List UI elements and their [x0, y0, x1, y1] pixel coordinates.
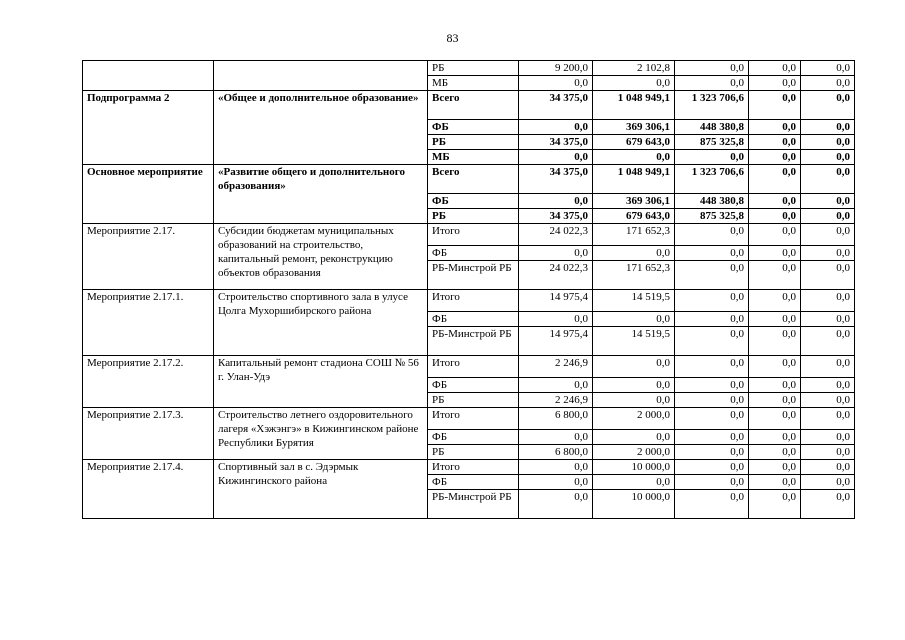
amount-cell: 24 022,3: [519, 261, 593, 290]
amount-cell: 0,0: [801, 327, 855, 356]
amount-cell: 0,0: [801, 408, 855, 430]
amount-cell: 0,0: [675, 445, 749, 460]
program-name-cell: Спортивный зал в с. Эдэрмык Кижингинского района: [214, 460, 428, 519]
amount-cell: 0,0: [801, 430, 855, 445]
amount-cell: 0,0: [749, 246, 801, 261]
amount-cell: 0,0: [801, 91, 855, 120]
amount-cell: 0,0: [749, 150, 801, 165]
program-name-cell: Строительство спортивного зала в улусе Цолга Мухоршибирского района: [214, 290, 428, 356]
amount-cell: 0,0: [675, 356, 749, 378]
amount-cell: 0,0: [593, 312, 675, 327]
program-item-cell: Мероприятие 2.17.3.: [83, 408, 214, 460]
amount-cell: 0,0: [749, 261, 801, 290]
program-item-cell: Мероприятие 2.17.1.: [83, 290, 214, 356]
amount-cell: 0,0: [749, 393, 801, 408]
program-item-cell: Мероприятие 2.17.2.: [83, 356, 214, 408]
amount-cell: 2 246,9: [519, 393, 593, 408]
funding-source-cell: ФБ: [428, 312, 519, 327]
amount-cell: 0,0: [593, 475, 675, 490]
table-row: [83, 290, 855, 312]
amount-cell: 0,0: [519, 490, 593, 519]
amount-cell: 14 519,5: [593, 327, 675, 356]
amount-cell: 34 375,0: [519, 91, 593, 120]
amount-cell: 0,0: [519, 194, 593, 209]
amount-cell: 0,0: [749, 378, 801, 393]
amount-cell: 875 325,8: [675, 209, 749, 224]
amount-cell: 0,0: [519, 378, 593, 393]
amount-cell: 0,0: [675, 312, 749, 327]
amount-cell: 0,0: [593, 246, 675, 261]
amount-cell: 0,0: [593, 430, 675, 445]
amount-cell: 0,0: [801, 460, 855, 475]
amount-cell: 0,0: [749, 91, 801, 120]
funding-source-cell: Итого: [428, 408, 519, 430]
amount-cell: 0,0: [749, 194, 801, 209]
funding-source-cell: РБ: [428, 209, 519, 224]
amount-cell: 0,0: [675, 378, 749, 393]
amount-cell: 0,0: [749, 76, 801, 91]
program-name-cell: Строительство летнего оздоровительного лагеря «Хэжэнгэ» в Кижингинском районе Республики Бурятия: [214, 408, 428, 460]
amount-cell: 875 325,8: [675, 135, 749, 150]
amount-cell: 0,0: [675, 408, 749, 430]
amount-cell: 448 380,8: [675, 120, 749, 135]
amount-cell: 0,0: [749, 290, 801, 312]
amount-cell: 0,0: [801, 378, 855, 393]
funding-source-cell: ФБ: [428, 430, 519, 445]
amount-cell: 0,0: [801, 445, 855, 460]
amount-cell: 0,0: [675, 61, 749, 76]
funding-source-cell: Итого: [428, 356, 519, 378]
table-row: [83, 61, 855, 76]
table-row: [83, 408, 855, 430]
amount-cell: 34 375,0: [519, 209, 593, 224]
amount-cell: 2 000,0: [593, 408, 675, 430]
amount-cell: 0,0: [675, 490, 749, 519]
program-item-cell: Основное мероприятие: [83, 165, 214, 224]
amount-cell: 0,0: [675, 76, 749, 91]
funding-source-cell: РБ-Минстрой РБ: [428, 490, 519, 519]
amount-cell: 0,0: [593, 393, 675, 408]
amount-cell: 171 652,3: [593, 261, 675, 290]
amount-cell: 0,0: [519, 460, 593, 475]
amount-cell: 369 306,1: [593, 194, 675, 209]
amount-cell: 0,0: [749, 165, 801, 194]
amount-cell: 0,0: [749, 61, 801, 76]
amount-cell: 0,0: [749, 430, 801, 445]
amount-cell: 0,0: [749, 460, 801, 475]
amount-cell: 0,0: [801, 209, 855, 224]
amount-cell: 0,0: [801, 150, 855, 165]
funding-source-cell: РБ: [428, 445, 519, 460]
funding-source-cell: Всего: [428, 165, 519, 194]
amount-cell: 0,0: [675, 246, 749, 261]
amount-cell: 0,0: [801, 393, 855, 408]
funding-source-cell: РБ-Минстрой РБ: [428, 261, 519, 290]
amount-cell: 171 652,3: [593, 224, 675, 246]
amount-cell: 0,0: [749, 120, 801, 135]
amount-cell: 0,0: [749, 209, 801, 224]
amount-cell: 0,0: [801, 135, 855, 150]
amount-cell: 0,0: [593, 356, 675, 378]
amount-cell: 0,0: [801, 246, 855, 261]
amount-cell: 6 800,0: [519, 445, 593, 460]
amount-cell: 34 375,0: [519, 135, 593, 150]
amount-cell: 0,0: [519, 312, 593, 327]
amount-cell: 0,0: [519, 430, 593, 445]
amount-cell: 0,0: [749, 408, 801, 430]
amount-cell: 0,0: [519, 76, 593, 91]
page-number: 83: [446, 31, 459, 45]
amount-cell: 0,0: [519, 150, 593, 165]
amount-cell: 0,0: [675, 290, 749, 312]
amount-cell: 0,0: [593, 378, 675, 393]
amount-cell: 0,0: [749, 445, 801, 460]
amount-cell: 0,0: [593, 76, 675, 91]
amount-cell: 369 306,1: [593, 120, 675, 135]
amount-cell: 0,0: [801, 356, 855, 378]
program-item-cell: Мероприятие 2.17.4.: [83, 460, 214, 519]
amount-cell: 2 000,0: [593, 445, 675, 460]
amount-cell: 2 102,8: [593, 61, 675, 76]
amount-cell: 0,0: [519, 475, 593, 490]
amount-cell: 1 323 706,6: [675, 91, 749, 120]
program-name-cell: «Общее и дополнительное образование»: [214, 91, 428, 165]
amount-cell: 1 048 949,1: [593, 165, 675, 194]
funding-source-cell: ФБ: [428, 120, 519, 135]
amount-cell: 6 800,0: [519, 408, 593, 430]
amount-cell: 2 246,9: [519, 356, 593, 378]
amount-cell: 10 000,0: [593, 490, 675, 519]
amount-cell: 24 022,3: [519, 224, 593, 246]
program-name-cell: [214, 61, 428, 91]
amount-cell: 0,0: [749, 475, 801, 490]
amount-cell: 1 048 949,1: [593, 91, 675, 120]
funding-source-cell: РБ: [428, 135, 519, 150]
program-name-cell: Капитальный ремонт стадиона СОШ № 56 г. Улан-Удэ: [214, 356, 428, 408]
table-row: [83, 224, 855, 246]
amount-cell: 10 000,0: [593, 460, 675, 475]
funding-source-cell: РБ: [428, 393, 519, 408]
amount-cell: 34 375,0: [519, 165, 593, 194]
table-row: [83, 356, 855, 378]
amount-cell: 0,0: [675, 430, 749, 445]
table-row: [83, 460, 855, 475]
funding-source-cell: ФБ: [428, 194, 519, 209]
program-name-cell: Субсидии бюджетам муниципальных образований на строительство, капитальный ремонт, реконструкцию объектов образования: [214, 224, 428, 290]
funding-source-cell: Итого: [428, 224, 519, 246]
amount-cell: 0,0: [749, 356, 801, 378]
amount-cell: 0,0: [519, 246, 593, 261]
funding-source-cell: МБ: [428, 150, 519, 165]
amount-cell: 0,0: [675, 393, 749, 408]
amount-cell: 448 380,8: [675, 194, 749, 209]
amount-cell: 679 643,0: [593, 209, 675, 224]
funding-source-cell: РБ-Минстрой РБ: [428, 327, 519, 356]
amount-cell: 0,0: [801, 61, 855, 76]
amount-cell: 14 519,5: [593, 290, 675, 312]
amount-cell: 14 975,4: [519, 327, 593, 356]
program-item-cell: [83, 61, 214, 91]
funding-source-cell: Итого: [428, 460, 519, 475]
amount-cell: 0,0: [801, 76, 855, 91]
amount-cell: 0,0: [675, 327, 749, 356]
amount-cell: 0,0: [675, 150, 749, 165]
table-row: [83, 165, 855, 194]
amount-cell: 0,0: [749, 490, 801, 519]
amount-cell: 0,0: [749, 312, 801, 327]
amount-cell: 0,0: [749, 224, 801, 246]
amount-cell: 0,0: [675, 475, 749, 490]
amount-cell: 0,0: [675, 224, 749, 246]
amount-cell: 0,0: [801, 194, 855, 209]
amount-cell: 0,0: [749, 327, 801, 356]
amount-cell: 0,0: [801, 475, 855, 490]
program-name-cell: «Развитие общего и дополнительного образования»: [214, 165, 428, 224]
amount-cell: 0,0: [801, 290, 855, 312]
amount-cell: 0,0: [675, 261, 749, 290]
amount-cell: 0,0: [519, 120, 593, 135]
amount-cell: 0,0: [749, 135, 801, 150]
amount-cell: 0,0: [801, 120, 855, 135]
amount-cell: 0,0: [801, 224, 855, 246]
table-row: [83, 91, 855, 120]
program-item-cell: Подпрограмма 2: [83, 91, 214, 165]
funding-source-cell: ФБ: [428, 378, 519, 393]
amount-cell: 1 323 706,6: [675, 165, 749, 194]
amount-cell: 0,0: [801, 312, 855, 327]
amount-cell: 0,0: [801, 165, 855, 194]
amount-cell: 0,0: [801, 490, 855, 519]
program-item-cell: Мероприятие 2.17.: [83, 224, 214, 290]
funding-source-cell: ФБ: [428, 246, 519, 261]
funding-source-cell: МБ: [428, 76, 519, 91]
amount-cell: 14 975,4: [519, 290, 593, 312]
amount-cell: 0,0: [801, 261, 855, 290]
funding-source-cell: РБ: [428, 61, 519, 76]
amount-cell: 9 200,0: [519, 61, 593, 76]
funding-source-cell: ФБ: [428, 475, 519, 490]
funding-source-cell: Итого: [428, 290, 519, 312]
amount-cell: 679 643,0: [593, 135, 675, 150]
amount-cell: 0,0: [675, 460, 749, 475]
funding-source-cell: Всего: [428, 91, 519, 120]
amount-cell: 0,0: [593, 150, 675, 165]
financing-table: [82, 60, 855, 519]
